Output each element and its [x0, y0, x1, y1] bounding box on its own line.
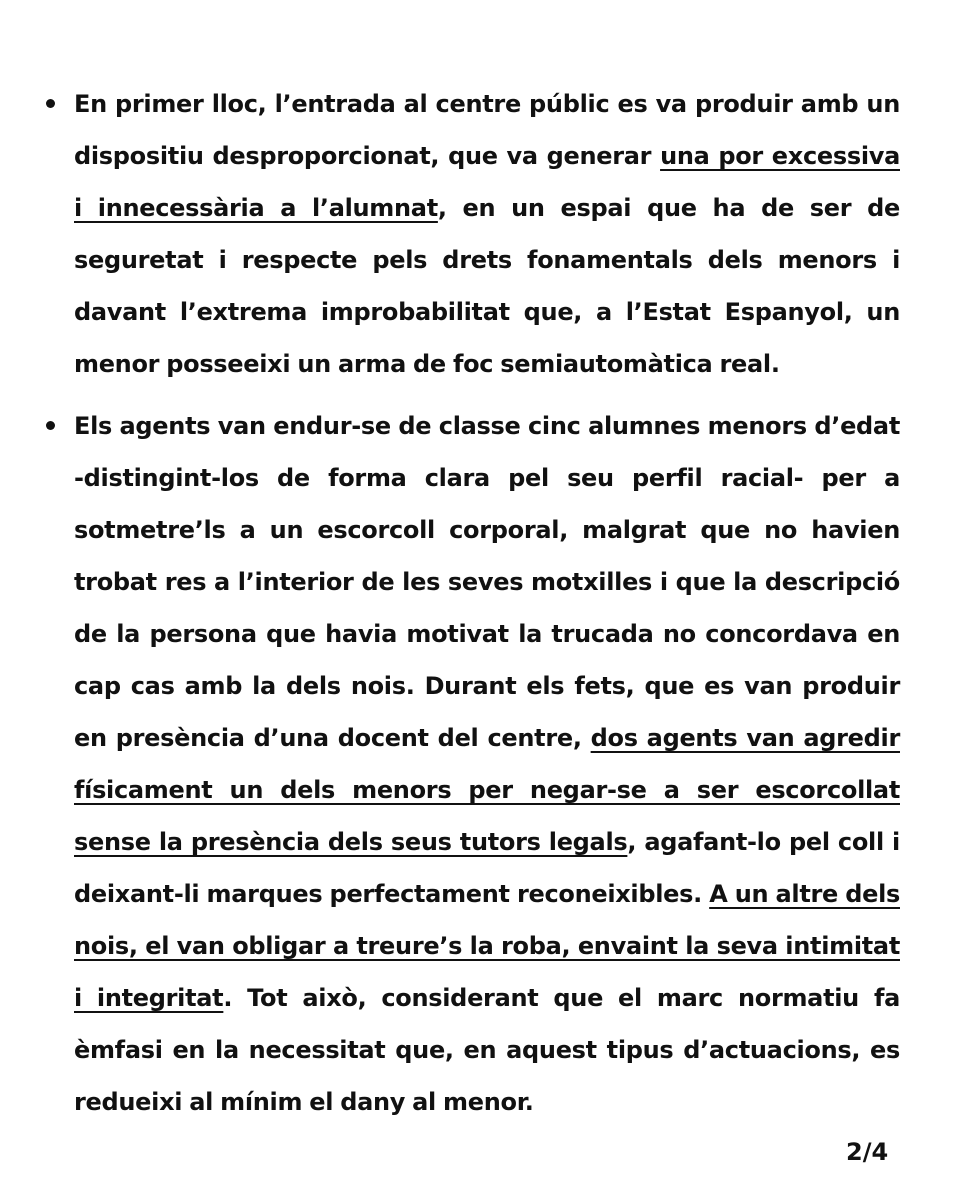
- bullet-1-text: En primer lloc, l’entrada al centre públic es va produir amb un dispositiu desproporcionat, que va generar: [74, 90, 900, 170]
- bullet-2-text: Els agents van endur-se de classe cinc alumnes menors d’edat -distingint-los de forma clara pel seu perfil racial- per a sotmetre’ls a un escorcoll corporal, malgrat que no havien trobat res a l’interior de les seves motxilles i que la descripció de la persona que havia motivat la trucada no concordava en cap cas amb la dels nois. Durant els fets, que es van produir en presència d’una docent del centre,: [74, 412, 900, 752]
- bullet-2-underlined-phrase-1: dos agents van agredir físicament un dels menors per negar-se a ser escorcollat sense la presència dels seus tutors legals: [74, 724, 900, 856]
- bullet-dot-icon: [46, 421, 55, 430]
- bullet-dot-icon: [46, 99, 55, 108]
- bullet-item-2: [74, 400, 900, 1128]
- bullet-2-underlined-phrase-2: A un altre dels nois, el van obligar a treure’s la roba, envaint la seva intimitat i integritat: [74, 880, 900, 1012]
- document-body: [74, 78, 900, 1128]
- bullet-1-text-end: , en un espai que ha de ser de seguretat i respecte pels drets fonamentals dels menors i davant l’extrema improbabilitat que, a l’Estat Espanyol, un menor posseeixi un arma de foc semiautomàtica real.: [74, 194, 900, 378]
- bullet-item-1: [74, 78, 900, 390]
- bullet-list: [74, 78, 900, 1128]
- bullet-2-text-end: . Tot això, considerant que el marc normatiu fa èmfasi en la necessitat que, en aquest tipus d’actuacions, es redueixi al mínim el dany al menor.: [74, 984, 900, 1116]
- bullet-1-underlined-phrase: una por excessiva i innecessària a l’alumnat: [74, 142, 900, 222]
- page-number: 2/4: [846, 1138, 889, 1166]
- bullet-2-text-middle: , agafant-lo pel coll i deixant-li marques perfectament reconeixibles.: [74, 828, 900, 908]
